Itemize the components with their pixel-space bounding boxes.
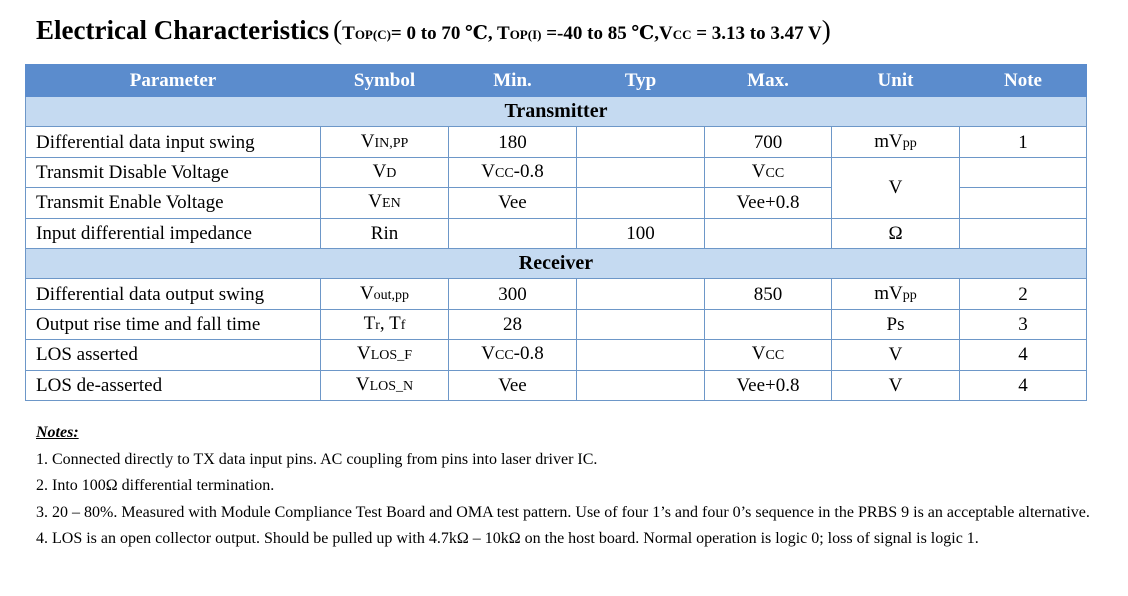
cell-min: [449, 340, 577, 370]
title-v-range: = 3.13 to 3.47 V: [691, 23, 822, 44]
max-main: V: [736, 192, 749, 214]
min-main: V: [498, 192, 510, 214]
title-main: Electrical Characteristics: [36, 15, 330, 45]
note-item: 1. Connected directly to TX data input pins. AC coupling from pins into laser driver IC.: [36, 450, 598, 468]
note-item: 3. 20 – 80%. Measured with Module Compliance Test Board and OMA test pattern. Use of four 1’s and four 0’s sequence in the PRBS 9 is an acceptable alternative.: [36, 503, 1090, 521]
cell-max: [705, 218, 832, 248]
cell-min: 180: [449, 127, 577, 157]
cell-unit: [832, 279, 960, 309]
cell-unit: Ω: [832, 218, 960, 248]
title-t2-range: =-40 to 85 ℃,: [541, 23, 659, 44]
symbol-main: V: [360, 130, 375, 152]
header-unit: Unit: [832, 65, 960, 97]
title-t1-range: = 0 to 70 ℃,: [390, 23, 497, 44]
cell-min: 300: [449, 279, 577, 309]
symbol-sub: out,pp: [373, 287, 410, 303]
cell-note: 4: [960, 370, 1087, 400]
cell-typ: [577, 370, 705, 400]
symbol-main: V: [357, 343, 371, 365]
header-parameter: Parameter: [26, 65, 321, 97]
title-t2-sub: OP(I): [509, 27, 542, 42]
title-t1-sub: OP(C): [354, 27, 391, 42]
cell-typ: 100: [577, 218, 705, 248]
symbol-sub: EN: [382, 196, 401, 212]
cell-symbol: [321, 188, 449, 218]
title-v: V: [658, 23, 673, 44]
cell-max: [705, 370, 832, 400]
cell-symbol: [321, 340, 449, 370]
min-sub: ee: [509, 192, 527, 214]
cell-min: [449, 188, 577, 218]
title-v-sub: CC: [672, 27, 692, 42]
section-transmitter: Transmitter: [26, 97, 1087, 127]
cell-parameter: LOS de-asserted: [26, 370, 321, 400]
cell-parameter: Transmit Disable Voltage: [26, 157, 321, 187]
cell-note: [960, 157, 1087, 187]
cell-parameter: Transmit Enable Voltage: [26, 188, 321, 218]
symbol-sub: LOS_N: [369, 378, 414, 394]
title-open-paren: (: [333, 15, 343, 45]
cell-unit: V: [832, 340, 960, 370]
cell-parameter: Differential data output swing: [26, 279, 321, 309]
max-sub: CC: [765, 165, 785, 181]
cell-max: [705, 188, 832, 218]
cell-note: 3: [960, 309, 1087, 339]
section-row-receiver: [26, 248, 1087, 278]
header-min: Min.: [449, 65, 577, 97]
unit-sub: pp: [902, 135, 917, 151]
cell-min: [449, 157, 577, 187]
cell-symbol: [321, 157, 449, 187]
cell-min: [449, 370, 577, 400]
title-t1: T: [342, 23, 355, 44]
min-main: V: [498, 374, 510, 396]
table-row: [26, 279, 1087, 309]
header-symbol: Symbol: [321, 65, 449, 97]
symbol-main: V: [368, 191, 383, 213]
cell-unit-merged: V: [832, 157, 960, 218]
table-row: [26, 370, 1087, 400]
min-main: V: [481, 160, 495, 182]
cell-parameter: LOS asserted: [26, 340, 321, 370]
cell-note: 1: [960, 127, 1087, 157]
title-close-paren: ): [821, 15, 831, 45]
symbol-fall: T: [389, 312, 401, 334]
notes-heading: Notes:: [36, 424, 79, 441]
cell-typ: [577, 340, 705, 370]
cell-symbol: [321, 370, 449, 400]
electrical-characteristics-table: [25, 64, 1087, 401]
cell-typ: [577, 309, 705, 339]
min-sub: ee: [509, 374, 527, 396]
min-sub: CC: [494, 165, 514, 181]
cell-note: 4: [960, 340, 1087, 370]
header-typ: Typ: [577, 65, 705, 97]
max-main: V: [751, 343, 766, 365]
cell-unit: [832, 127, 960, 157]
symbol-main: V: [355, 373, 370, 395]
min-rest: -0.8: [513, 160, 544, 182]
cell-symbol: [321, 309, 449, 339]
max-rest: +0.8: [765, 374, 800, 396]
max-main: V: [751, 160, 766, 182]
header-max: Max.: [705, 65, 832, 97]
symbol-main: V: [359, 282, 374, 304]
cell-parameter: Input differential impedance: [26, 218, 321, 248]
table-row: [26, 340, 1087, 370]
cell-max: 850: [705, 279, 832, 309]
cell-max: 700: [705, 127, 832, 157]
symbol-separator: ,: [379, 312, 390, 334]
symbol-sub: LOS_F: [370, 348, 412, 364]
cell-typ: [577, 127, 705, 157]
unit-main: mV: [874, 130, 903, 152]
cell-symbol: [321, 127, 449, 157]
cell-symbol: [321, 279, 449, 309]
cell-max: [705, 309, 832, 339]
max-main: V: [736, 374, 749, 396]
cell-unit: V: [832, 370, 960, 400]
symbol-rise-sub: r: [375, 317, 380, 333]
max-sub: CC: [765, 348, 785, 364]
page-title: [36, 10, 831, 55]
max-rest: +0.8: [765, 192, 800, 214]
section-row-transmitter: [26, 97, 1087, 127]
table-header-row: [26, 65, 1087, 97]
max-sub: ee: [748, 374, 766, 396]
note-item: 2. Into 100Ω differential termination.: [36, 477, 275, 494]
table-row: [26, 218, 1087, 248]
section-receiver: Receiver: [26, 248, 1087, 278]
cell-max: [705, 340, 832, 370]
title-t2: T: [497, 23, 510, 44]
unit-main: mV: [874, 282, 903, 304]
cell-parameter: Output rise time and fall time: [26, 309, 321, 339]
max-sub: ee: [748, 192, 766, 214]
cell-typ: [577, 279, 705, 309]
note-item: 4. LOS is an open collector output. Should be pulled up with 4.7kΩ – 10kΩ on the host board. Normal operation is logic 0; loss of signal is logic 1.: [36, 530, 979, 547]
min-sub: CC: [494, 348, 514, 364]
cell-typ: [577, 157, 705, 187]
symbol-sub: D: [386, 165, 397, 181]
cell-min: 28: [449, 309, 577, 339]
table-row: [26, 309, 1087, 339]
cell-max: [705, 157, 832, 187]
cell-unit: Ps: [832, 309, 960, 339]
header-note: Note: [960, 65, 1087, 97]
symbol-main: V: [372, 160, 387, 182]
cell-note: 2: [960, 279, 1087, 309]
cell-note: [960, 188, 1087, 218]
cell-symbol: Rin: [321, 218, 449, 248]
symbol-fall-sub: f: [400, 317, 406, 333]
title-conditions: [342, 23, 822, 44]
table-row: [26, 157, 1087, 187]
symbol-sub: IN,PP: [374, 135, 409, 151]
unit-sub: pp: [902, 287, 917, 303]
cell-min: [449, 218, 577, 248]
notes-section: [36, 420, 1116, 553]
min-rest: -0.8: [513, 343, 544, 365]
cell-note: [960, 218, 1087, 248]
min-main: V: [481, 343, 495, 365]
cell-typ: [577, 188, 705, 218]
symbol-rise: T: [363, 312, 376, 334]
table-row: [26, 127, 1087, 157]
cell-parameter: Differential data input swing: [26, 127, 321, 157]
